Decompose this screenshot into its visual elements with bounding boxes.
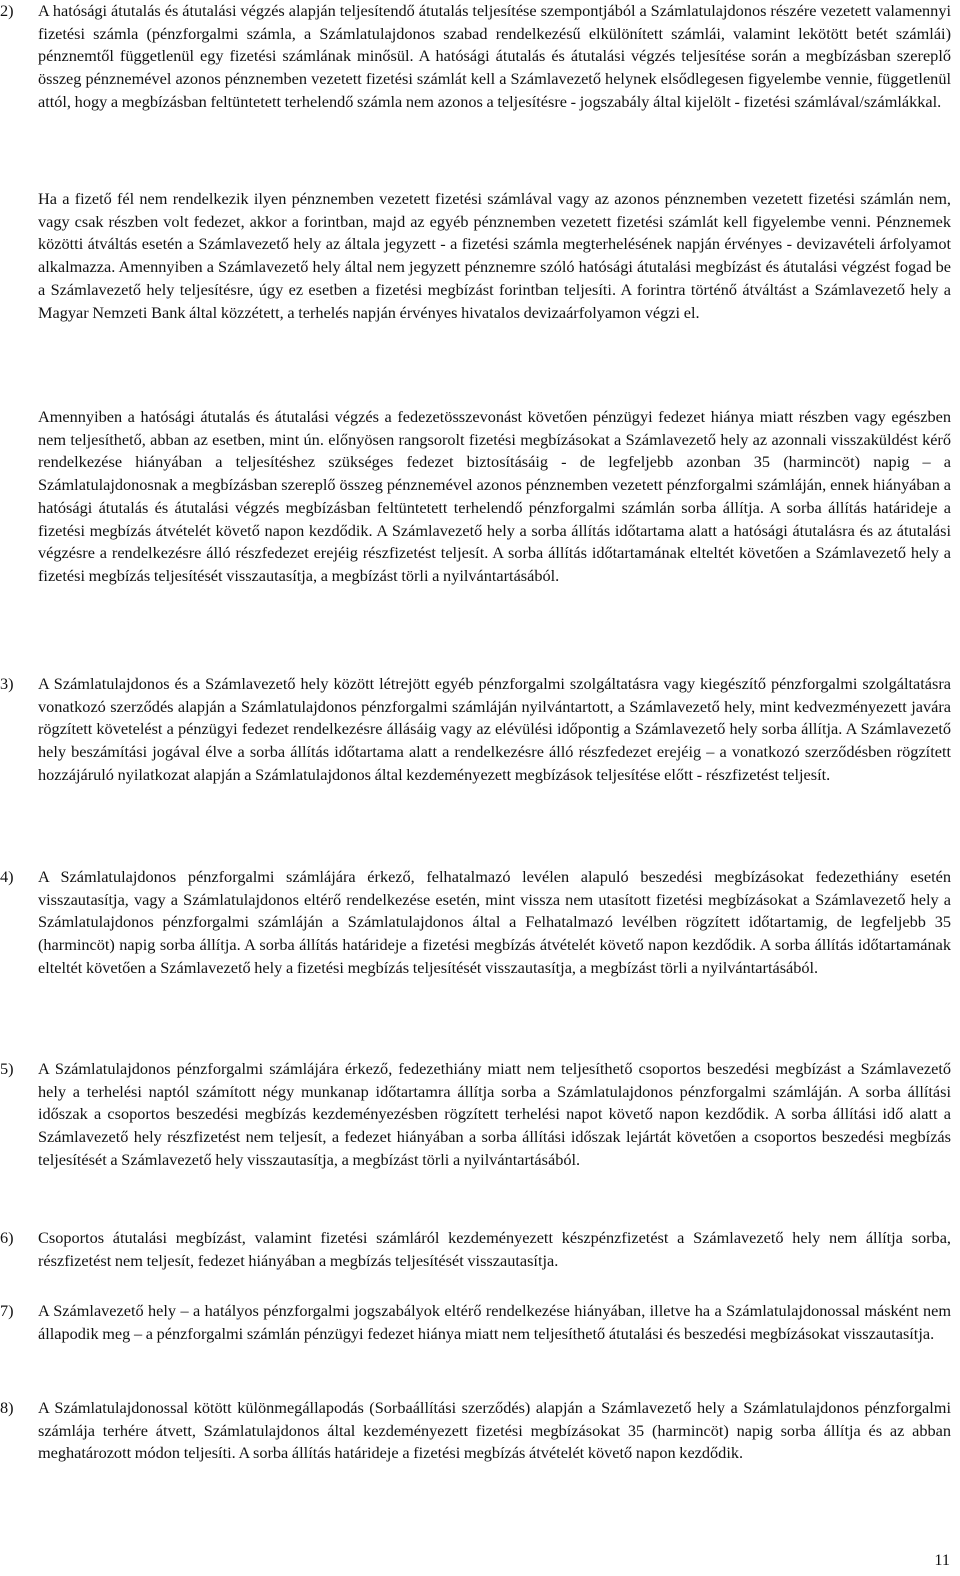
item-number: 5) [0, 1059, 14, 1078]
item-number: 8) [0, 1398, 14, 1417]
item-number: 2) [0, 1, 14, 20]
item-number: 7) [0, 1301, 14, 1320]
paragraph: Amennyiben a hatósági átutalás és átutalási végzés a fedezetösszevonást követően pénzügyi fedezet hiánya miatt részben vagy egészben nem teljesíthető, abban az esetben, mint ún. előnyösen rangsorolt fizetési megbízásokat a Számlavezető hely az azonnali visszaküldést kérő rendelkezése hiányában a teljesítéshez szükséges fedezet biztosításáig - de legfeljebb azonban 35 (harmincöt) napig – a Számlatulajdonosnak a megbízásban szereplő összeg pénznemével azonos pénznemben vezetett pénzforgalmi számláján, ennek hiányában a hatósági átutalás és átutalási végzés megbízásban feltüntetett terhelendő pénzforgalmi számlán sorba állítja. A sorba állítás határideje a fizetési megbízás átvételét követő napon kezdődik. A Számlavezető hely a sorba állítás időtartama alatt a hatósági átutalásra és az átutalási végzésre a rendelkezésre álló részfedezet erejéig részfizetést teljesít. A sorba állítás időtartamának elteltét követően a Számlavezető hely a fizetési megbízás teljesítését visszautasítja, a megbízást törli a nyilvántartásából. [38, 407, 951, 585]
paragraph: A Számlavezető hely – a hatályos pénzforgalmi jogszabályok eltérő rendelkezése hiányában, illetve ha a Számlatulajdonossal másként nem állapodik meg – a pénzforgalmi számlán pénzügyi fedezet hiánya miatt nem teljesíthető átutalási és beszedési megbízásokat visszautasítja. [38, 1301, 951, 1343]
paragraph: A Számlatulajdonossal kötött különmegállapodás (Sorbaállítási szerződés) alapján a Számlavezető hely a Számlatulajdonos pénzforgalmi számlája terhére átvett, Számlatulajdonos által kezdeményezett fizetési megbízásokat 35 (harmincöt) napig sorba állítja és az abban meghatározott módon teljesíti. A sorba állítás határideje a fizetési megbízás átvételét követő napon kezdődik. [38, 1398, 951, 1463]
item-number: 4) [0, 867, 14, 886]
paragraph: Ha a fizető fél nem rendelkezik ilyen pénznemben vezetett fizetési számlával vagy az azonos pénznemben vezetett fizetési számlán nem, vagy csak részben volt fedezet, akkor a forintban, majd az egyéb pénznemben vezetett fizetési számlát kell figyelembe venni. Pénznemek közötti átváltás esetén a Számlavezető hely az általa jegyzett - a fizetési számla megterhelésének napján érvényes - devizavételi árfolyamot alkalmazza. Amennyiben a Számlavezető hely által nem jegyzett pénznemre szóló hatósági átutalási megbízást és átutalási végzést fogad be a Számlavezető hely teljesítésre, úgy ez esetben a fizetési megbízást forintban teljesíti. A forintra történő átváltást a Számlavezető hely a Magyar Nemzeti Bank által közzétett, a terhelés napján érvényes hivatalos devizaárfolyamon végzi el. [38, 189, 951, 322]
paragraph: A Számlatulajdonos pénzforgalmi számlájára érkező, fedezethiány miatt nem teljesíthető csoportos beszedési megbízást a Számlavezető hely a terhelési naptól számított négy munkanap időtartamra állítja sorba a Számlatulajdonos pénzforgalmi számláján. A sorba állítási időszak a csoportos beszedési megbízás kezdeményezésben rögzített terhelési napot követő napon kezdődik. A sorba állítási idő alatt a Számlavezető hely részfizetést nem teljesít, a fedezet hiányában a sorba állítási időszak lejártát követően a csoportos beszedési megbízás teljesítését a Számlavezető hely visszautasítja, a megbízást törli a nyilvántartásából. [38, 1059, 951, 1169]
paragraph: A Számlatulajdonos és a Számlavezető hely között létrejött egyéb pénzforgalmi szolgáltatásra vagy kiegészítő pénzforgalmi szolgáltatásra vonatkozó szerződés alapján a Számlatulajdonos pénzforgalmi számláján nyilvántartott, a Számlavezető hely, mint kedvezményezett javára rögzített követelést a pénzügyi fedezet rendelkezésre állásáig vagy az elévülési időpontig a Számlavezető hely sorba állítja. A Számlavezető hely beszámítási jogával élve a sorba állítás időtartama alatt a rendelkezésre álló részfedezet erejéig – a vonatkozó szerződésben rögzített hozzájáruló nyilatkozat alapján a Számlatulajdonos által kezdeményezett megbízások teljesítése előtt - részfizetést teljesít. [38, 674, 951, 784]
paragraph: Csoportos átutalási megbízást, valamint fizetési számláról kezdeményezett készpénzfizetést a Számlavezető hely nem állítja sorba, részfizetést nem teljesít, fedezet hiányában a megbízás teljesítését visszautasítja. [38, 1228, 951, 1270]
paragraph: A hatósági átutalás és átutalási végzés alapján teljesítendő átutalás teljesítése szempontjából a Számlatulajdonos részére vezetett valamennyi fizetési számla (pénzforgalmi számla, a Számlatulajdonos szabad rendelkezésű elkülönített számlái, valamint lekötött betét számlái) pénznemtől függetlenül egy fizetési számlának minősül. A hatósági átutalás és átutalási végzés teljesítése során a megbízásban szereplő összeg pénznemével azonos pénznemben vezetett fizetési számlát kell a Számlavezető helynek elsődlegesen figyelembe vennie, függetlenül attól, hogy a megbízásban feltüntetett terhelendő számla nem azonos a teljesítésre - jogszabály által kijelölt - fizetési számlával/számlákkal. [38, 1, 951, 111]
item-number: 6) [0, 1228, 14, 1247]
item-number: 3) [0, 674, 14, 693]
paragraph: A Számlatulajdonos pénzforgalmi számlájára érkező, felhatalmazó levélen alapuló beszedési megbízásokat fedezethiány esetén visszautasítja, vagy a Számlatulajdonos eltérő rendelkezése esetén, mint vissza nem utasított fizetési megbízásokat a Számlavezető hely a Számlatulajdonos pénzforgalmi számláján a Számlatulajdonos által a Felhatalmazó levélben rögzített időtartamig, de legfeljebb 35 (harmincöt) napig sorba állítja. A sorba állítás határideje a fizetési megbízás átvételét követő napon kezdődik. A sorba állítás időtartamának elteltét követően a Számlavezető hely a fizetési megbízás teljesítését visszautasítja, a megbízást törli a nyilvántartásából. [38, 867, 951, 977]
page-number: 11 [934, 1550, 950, 1569]
